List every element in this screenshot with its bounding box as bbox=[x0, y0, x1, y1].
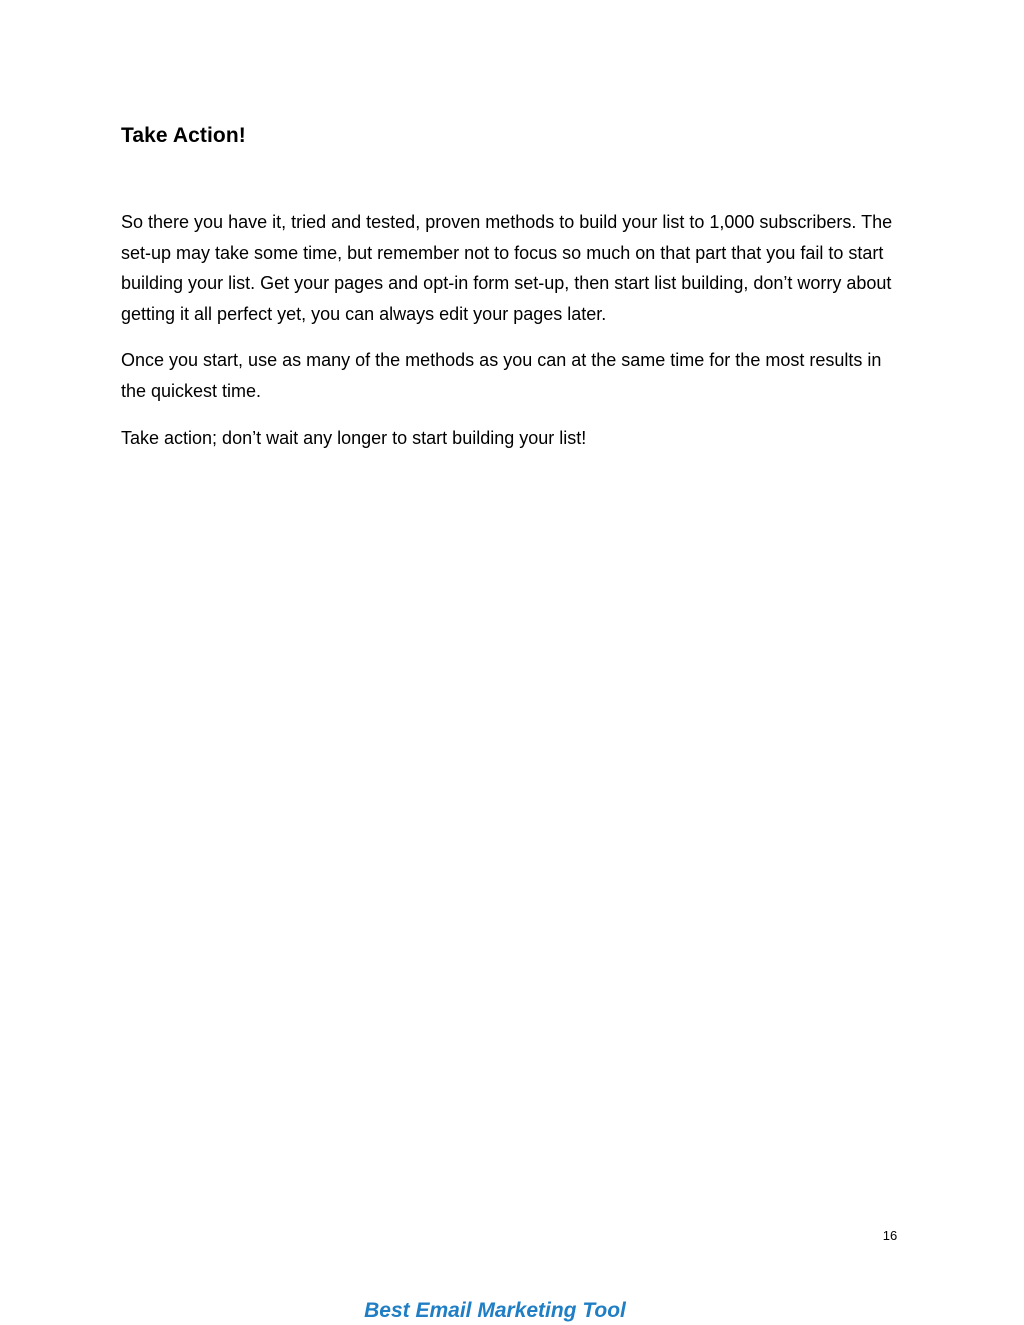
paragraph-intro: So there you have it, tried and tested, proven methods to build your list to 1,000 subscribers. The set-up may take some time, but remember not to focus so much on that part that you fail to start building your list. Get your pages and opt-in form set-up, then start list building, don’t worry about getting it all perfect yet, you can always edit your pages later. bbox=[121, 212, 893, 324]
section-heading: Take Action! bbox=[121, 124, 246, 147]
paragraph-methods: Once you start, use as many of the methods as you can at the same time for the most results in the quickest time. bbox=[121, 350, 882, 401]
body-text bbox=[121, 207, 911, 469]
page-number: 16 bbox=[882, 1228, 898, 1243]
paragraph-call-to-action: Take action; don’t wait any longer to start building your list! bbox=[121, 427, 587, 448]
footer-link[interactable]: Best Email Marketing Tool bbox=[364, 1299, 626, 1322]
